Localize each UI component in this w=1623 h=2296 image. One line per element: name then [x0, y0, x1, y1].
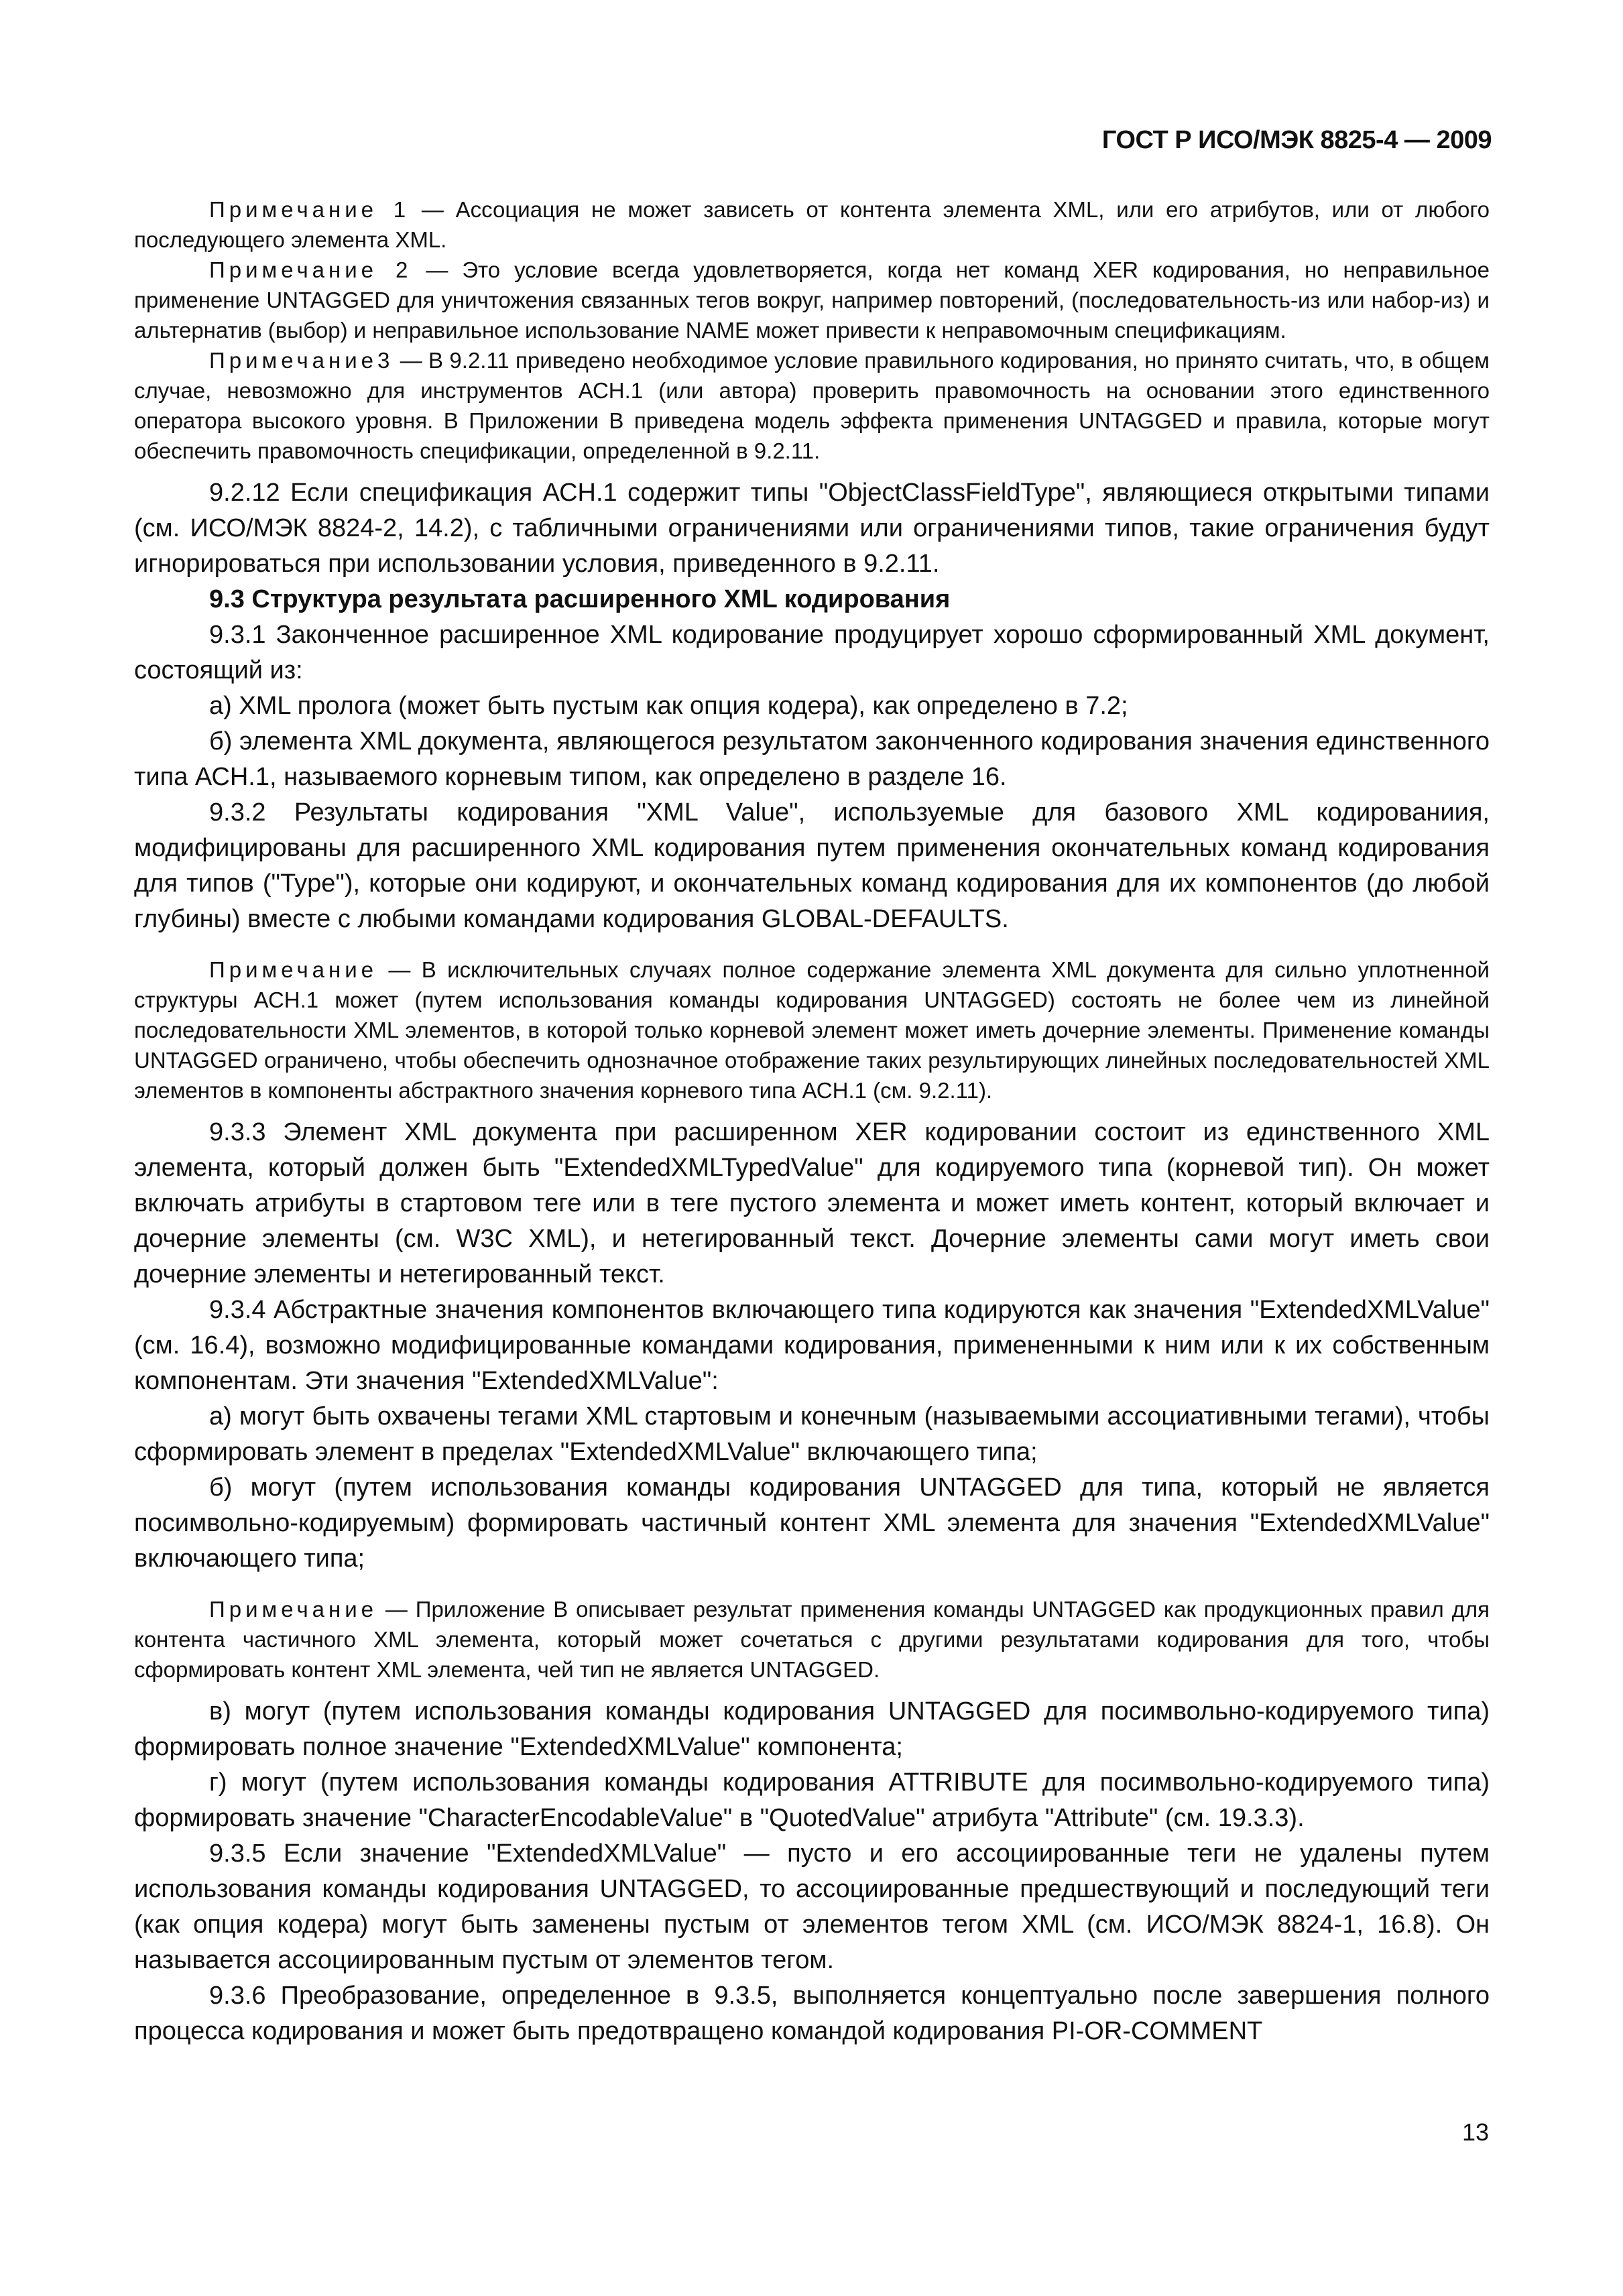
list-item-b: б) элемента XML документа, являющегося результатом законченного кодирования значения единственного типа АСН.1, называемого корневым типом, как определено в разделе 16.: [134, 727, 1490, 791]
paragraph-9-3-1: 9.3.1 Законченное расширенное XML кодирование продуцирует хорошо сформированный XML документ, состоящий из:: [134, 621, 1490, 684]
note-text: — Ассоциация не может зависеть от контента элемента XML, или его атрибутов, или от любого последующего элемента XML.: [134, 197, 1490, 252]
note-label: Примечание: [209, 1597, 378, 1622]
list-item-g: г) могут (путем использования команды кодирования ATTRIBUTE для посимвольно-кодируемого типа) формировать значение "CharacterEncodableValue" в "QuotedValue" атрибута "Attribute" (см. 19.3.3).: [134, 1768, 1490, 1832]
section-heading-9-3: 9.3 Структура результата расширенного XML кодирования: [209, 585, 951, 613]
note-text: — В исключительных случаях полное содержание элемента XML документа для сильно уплотненной структуры АСН.1 может (путем использования команды кодирования UNTAGGED) состоять не более чем из линейной последовательности XML элементов, в которой только корневой элемент может иметь дочерние элементы. Применение команды UNTAGGED ограничено, чтобы обеспечить однозначное отображение таких результирующих линейных последовательностей XML элементов в компоненты абстрактного значения корневого типа АСН.1 (см. 9.2.11).: [134, 957, 1490, 1103]
list-item-b: б) могут (путем использования команды кодирования UNTAGGED для типа, который не является посимвольно-кодируемым) формировать частичный контент XML элемента для значения "ExtendedXMLValue" включающего типа;: [134, 1473, 1490, 1573]
paragraph-9-2-12: 9.2.12 Если спецификация АСН.1 содержит типы "ObjectClassFieldType", являющиеся открытыми типами (см. ИСО/МЭК 8824-2, 14.2), с табличными ограничениями или ограничениями типов, такие ограничения будут игнорироваться при использовании условия, приведенного в 9.2.11.: [134, 479, 1490, 578]
note-label: Примечание 2: [209, 257, 412, 282]
note-label: Примечание 1: [209, 197, 410, 222]
page-number: 13: [1461, 2118, 1489, 2146]
paragraph-9-3-6: 9.3.6 Преобразование, определенное в 9.3.5, выполняется концептуально после завершения полного процесса кодирования и может быть предотвращено командой кодирования PI-OR-COMMENT: [134, 1982, 1490, 2045]
note-middle: [134, 955, 1490, 1105]
note-3: [134, 345, 1490, 466]
note-text: — В 9.2.11 приведено необходимое условие правильного кодирования, но принято считать, что, в общем случае, невозможно для инструментов АСН.1 (или автора) проверить правомочность на основании этого единственного оператора высокого уровня. В Приложении B приведена модель эффекта применения UNTAGGED и правила, которые могут обеспечить правомочность спецификации, определенной в 9.2.11.: [134, 348, 1490, 463]
note-2: [134, 255, 1490, 345]
paragraph-9-3-3: 9.3.3 Элемент XML документа при расширенном XER кодировании состоит из единственного XML элемента, который должен быть "ExtendedXMLTypedValue" для кодируемого типа (корневой тип). Он может включать атрибуты в стартовом теге или в теге пустого элемента и может иметь контент, который включает и дочерние элементы (см. W3C XML), и нетегированный текст. Дочерние элементы сами могут иметь свои дочерние элементы и нетегированный текст.: [134, 1118, 1490, 1288]
paragraph-9-3-2: 9.3.2 Результаты кодирования "XML Value", используемые для базового XML кодированиия, модифицированы для расширенного XML кодирования путем применения окончательных команд кодирования для типов ("Type"), которые они кодируют, и окончательных команд кодирования для их компонентов (до любой глубины) вместе с любыми командами кодирования GLOBAL-DEFAULTS.: [134, 798, 1490, 933]
list-item-a: а) могут быть охвачены тегами XML стартовым и конечным (называемыми ассоциативными тегами), чтобы сформировать элемент в пределах "ExtendedXMLValue" включающего типа;: [134, 1402, 1490, 1466]
note-label: Примечание3: [209, 348, 394, 373]
list-item-a: а) XML пролога (может быть пустым как опция кодера), как определено в 7.2;: [209, 692, 1128, 720]
list-item-v: в) могут (путем использования команды кодирования UNTAGGED для посимвольно-кодируемого типа) формировать полное значение "ExtendedXMLValue" компонента;: [134, 1697, 1490, 1761]
paragraph-9-3-5: 9.3.5 Если значение "ExtendedXMLValue" — пусто и его ассоциированные теги не удалены путем использования команды кодирования UNTAGGED, то ассоциированные предшествующий и последующий теги (как опция кодера) могут быть заменены пустым от элементов тегом XML (см. ИСО/МЭК 8824-1, 16.8). Он называется ассоциированным пустым от элементов тегом.: [134, 1839, 1490, 1974]
page-content: [134, 194, 1490, 2049]
note-text: — Это условие всегда удовлетворяется, когда нет команд XER кодирования, но неправильное применение UNTAGGED для уничтожения связанных тегов вокруг, например повторений, (последовательность-из или набор-из) и альтернатив (выбор) и неправильное использование NAME может привести к неправомочным спецификациям.: [134, 257, 1490, 343]
note-text: — Приложение B описывает результат применения команды UNTAGGED как продукционных правил для контента частичного XML элемента, который может сочетаться с другими результатами кодирования для того, чтобы сформировать контент XML элемента, чей тип не является UNTAGGED.: [134, 1597, 1490, 1682]
note-label: Примечание: [209, 957, 378, 982]
standard-header: ГОСТ Р ИСО/МЭК 8825-4 — 2009: [1101, 126, 1492, 154]
note-1: [134, 194, 1490, 255]
paragraph-9-3-4: 9.3.4 Абстрактные значения компонентов включающего типа кодируются как значения "ExtendedXMLValue" (см. 16.4), возможно модифицированные командами кодирования, примененными к ним или к их собственным компонентам. Эти значения "ExtendedXMLValue":: [134, 1296, 1490, 1395]
note-bottom: [134, 1594, 1490, 1685]
